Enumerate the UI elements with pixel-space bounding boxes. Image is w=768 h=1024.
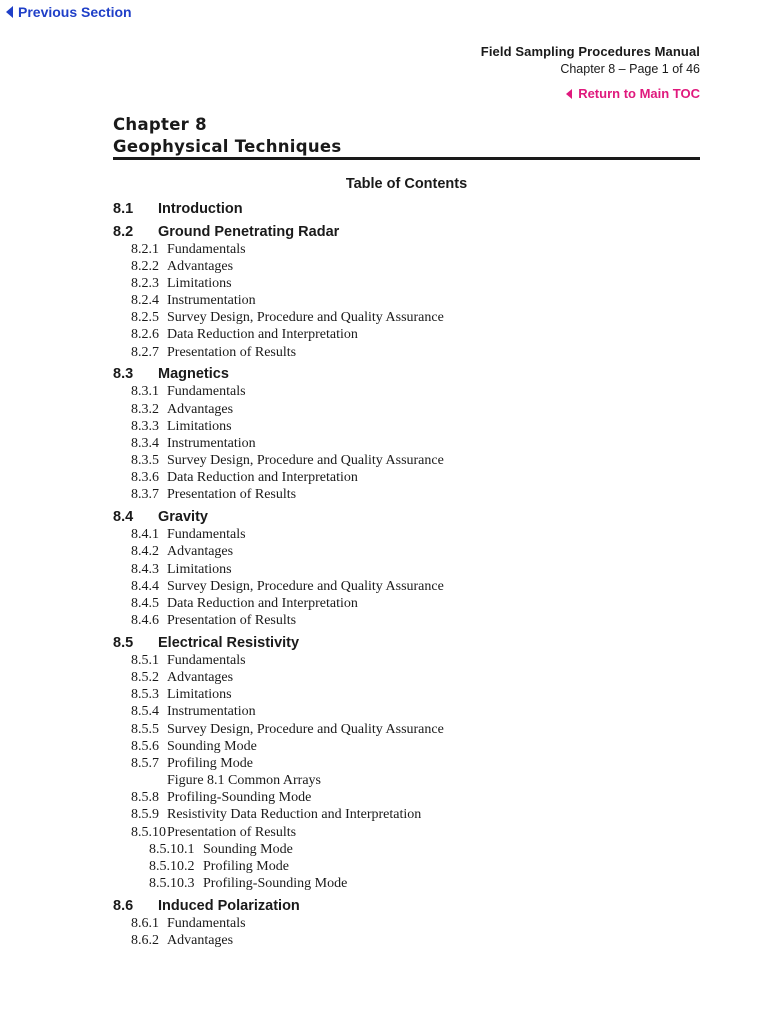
toc-entry[interactable]: [113, 612, 700, 629]
toc-entry[interactable]: [113, 435, 700, 452]
section-number: 8.1: [113, 201, 134, 217]
toc-entry[interactable]: [113, 344, 700, 361]
toc-entry[interactable]: [113, 486, 700, 503]
entry-number: 8.5.3: [131, 687, 159, 703]
toc-section-heading[interactable]: [113, 365, 700, 383]
entry-title: Advantages: [167, 933, 234, 949]
entry-title: Instrumentation: [167, 435, 256, 451]
entry-number: 8.5.9: [131, 807, 159, 823]
toc-section: [113, 508, 700, 629]
entry-number: 8.2.3: [131, 275, 159, 291]
section-title: Electrical Resistivity: [158, 634, 300, 651]
toc-entry[interactable]: [113, 703, 700, 720]
previous-section-link[interactable]: [6, 4, 132, 20]
toc-entry[interactable]: [113, 561, 700, 578]
entry-number: 8.5.8: [131, 790, 159, 806]
toc-section: [113, 634, 700, 893]
toc-entry[interactable]: [113, 738, 700, 755]
entry-number: 8.3.4: [131, 435, 159, 451]
toc-section-heading[interactable]: [113, 223, 700, 241]
toc-entry[interactable]: [113, 841, 700, 858]
entry-title: Figure 8.1 Common Arrays: [167, 773, 321, 789]
entry-title: Profiling-Sounding Mode: [167, 790, 312, 806]
section-title: Ground Penetrating Radar: [158, 223, 340, 240]
entry-number: 8.4.4: [131, 578, 159, 594]
manual-title: Field Sampling Procedures Manual: [480, 44, 700, 59]
toc-entry[interactable]: [113, 309, 700, 326]
toc-entry[interactable]: [113, 806, 700, 823]
entry-number: 8.5.10: [131, 824, 166, 840]
entry-title: Survey Design, Procedure and Quality Assurance: [167, 310, 444, 326]
toc-entry[interactable]: [113, 401, 700, 418]
entry-title: Limitations: [167, 275, 232, 291]
toc-entry[interactable]: [113, 275, 700, 292]
entry-title: Sounding Mode: [203, 841, 293, 857]
entry-number: 8.3.1: [131, 384, 159, 400]
entry-number: 8.5.1: [131, 652, 159, 668]
toc-entry[interactable]: [113, 858, 700, 875]
section-number: 8.2: [113, 223, 134, 240]
toc-entry[interactable]: [113, 669, 700, 686]
entry-title: Instrumentation: [167, 293, 256, 309]
entry-number: 8.5.10.2: [149, 859, 195, 874]
entry-title: Profiling-Sounding Mode: [203, 876, 348, 892]
return-to-toc-link[interactable]: [566, 86, 700, 101]
toc-section: [113, 365, 700, 503]
toc-section: [113, 223, 700, 361]
toc-entry[interactable]: [113, 526, 700, 543]
entry-number: 8.4.3: [131, 561, 159, 577]
entry-title: Data Reduction and Interpretation: [167, 595, 358, 611]
entry-title: Fundamentals: [167, 384, 246, 400]
entry-number: 8.4.1: [131, 527, 159, 543]
entry-title: Fundamentals: [167, 652, 246, 668]
entry-title: Profiling Mode: [203, 859, 289, 874]
entry-number: 8.2.4: [131, 293, 159, 309]
toc-entry[interactable]: [113, 789, 700, 806]
previous-section-label: Previous Section: [18, 4, 132, 20]
section-title: Introduction: [158, 201, 243, 217]
entry-number: 8.2.1: [131, 241, 159, 257]
entry-number: 8.5.2: [131, 669, 159, 685]
entry-title: Limitations: [167, 687, 232, 703]
table-of-contents: [113, 200, 700, 949]
entry-title: Advantages: [167, 401, 234, 417]
section-number: 8.3: [113, 366, 134, 383]
toc-entry[interactable]: [113, 721, 700, 738]
toc-entry[interactable]: [113, 824, 700, 841]
entry-number: 8.6.1: [131, 915, 159, 931]
entry-number: 8.4.5: [131, 595, 159, 611]
toc-entry[interactable]: [113, 875, 700, 892]
entry-number: 8.4.2: [131, 544, 159, 560]
entry-number: 8.5.10.1: [149, 841, 195, 857]
entry-title: Resistivity Data Reduction and Interpretation: [167, 807, 422, 823]
toc-entry[interactable]: [113, 258, 700, 275]
triangle-left-icon: [566, 89, 572, 99]
toc-title: Table of Contents: [345, 176, 468, 192]
return-to-toc-label: Return to Main TOC: [578, 86, 700, 101]
section-title: Gravity: [158, 509, 208, 526]
toc-entry[interactable]: [113, 755, 700, 772]
entry-number: 8.3.7: [131, 487, 159, 503]
entry-title: Presentation of Results: [167, 613, 297, 629]
toc-entry[interactable]: [113, 915, 700, 932]
entry-number: 8.2.7: [131, 344, 159, 360]
toc-entry[interactable]: [113, 932, 700, 949]
entry-title: Presentation of Results: [167, 824, 297, 840]
section-title: Magnetics: [158, 366, 229, 383]
toc-entry[interactable]: [113, 686, 700, 703]
entry-number: 8.2.5: [131, 310, 159, 326]
entry-number: 8.5.6: [131, 738, 159, 754]
chapter-heading: [113, 114, 342, 158]
page-info: Chapter 8 – Page 1 of 46: [560, 62, 700, 76]
entry-title: Survey Design, Procedure and Quality Assurance: [167, 453, 444, 469]
toc-entry[interactable]: [113, 383, 700, 400]
heading-divider: [113, 157, 700, 160]
toc-section-heading[interactable]: [113, 897, 700, 915]
entry-number: 8.3.3: [131, 418, 159, 434]
section-number: 8.5: [113, 634, 134, 651]
entry-title: Limitations: [167, 418, 232, 434]
toc-entry[interactable]: [113, 543, 700, 560]
entry-number: 8.5.10.3: [149, 876, 195, 892]
toc-section-heading[interactable]: [113, 508, 700, 526]
entry-title: Limitations: [167, 561, 232, 577]
entry-number: 8.5.4: [131, 704, 159, 720]
toc-section: [113, 897, 700, 949]
toc-section: [113, 200, 700, 218]
entry-title: Fundamentals: [167, 915, 246, 931]
entry-number: 8.5.5: [131, 721, 159, 737]
entry-title: Presentation of Results: [167, 344, 297, 360]
entry-title: Advantages: [167, 258, 234, 274]
entry-title: Presentation of Results: [167, 487, 297, 503]
toc-entry[interactable]: [113, 595, 700, 612]
toc-entry[interactable]: [113, 418, 700, 435]
entry-title: Advantages: [167, 544, 234, 560]
entry-title: Survey Design, Procedure and Quality Assurance: [167, 721, 444, 737]
entry-number: 8.2.2: [131, 258, 159, 274]
entry-title: Survey Design, Procedure and Quality Assurance: [167, 578, 444, 594]
entry-number: 8.3.2: [131, 401, 159, 417]
entry-number: 8.3.6: [131, 470, 159, 486]
entry-number: 8.2.6: [131, 327, 159, 343]
triangle-left-icon: [6, 6, 13, 18]
entry-title: Fundamentals: [167, 241, 246, 257]
entry-title: Instrumentation: [167, 704, 256, 720]
chapter-number: Chapter 8: [113, 115, 207, 134]
chapter-title: Geophysical Techniques: [113, 137, 342, 156]
toc-entry[interactable]: [113, 469, 700, 486]
section-number: 8.6: [113, 897, 134, 914]
entry-number: 8.4.6: [131, 613, 159, 629]
toc-section-heading[interactable]: [113, 634, 700, 652]
toc-entry[interactable]: [113, 326, 700, 343]
section-number: 8.4: [113, 509, 134, 526]
toc-figure-entry[interactable]: [113, 772, 700, 789]
toc-entry[interactable]: [113, 241, 700, 258]
entry-title: Sounding Mode: [167, 738, 257, 754]
toc-entry[interactable]: [113, 578, 700, 595]
entry-number: 8.3.5: [131, 453, 159, 469]
toc-section-heading[interactable]: [113, 200, 700, 218]
entry-title: Fundamentals: [167, 527, 246, 543]
toc-entry[interactable]: [113, 452, 700, 469]
entry-number: 8.6.2: [131, 933, 159, 949]
entry-title: Data Reduction and Interpretation: [167, 327, 358, 343]
entry-title: Profiling Mode: [167, 755, 253, 771]
toc-entry[interactable]: [113, 652, 700, 669]
entry-title: Data Reduction and Interpretation: [167, 470, 358, 486]
section-title: Induced Polarization: [158, 897, 300, 914]
toc-entry[interactable]: [113, 292, 700, 309]
entry-title: Advantages: [167, 669, 234, 685]
entry-number: 8.5.7: [131, 755, 159, 771]
